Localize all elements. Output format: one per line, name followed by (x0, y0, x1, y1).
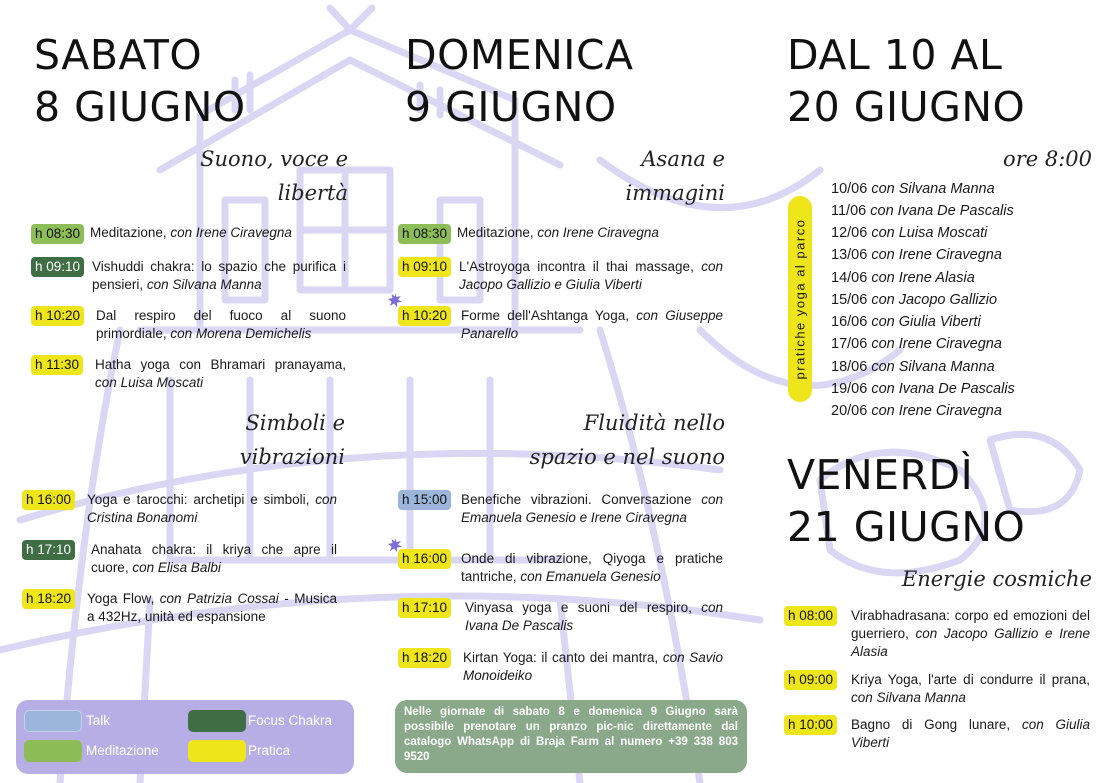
legend-label-focus-chakra: Focus Chakra (248, 713, 333, 728)
event-row: h 10:00 Bagno di Gong lunare, con Giulia Viberti (784, 715, 1090, 752)
sunday-subtitle-1: Asana e immagini (625, 147, 725, 205)
legend-panel (16, 700, 354, 774)
time-badge: h 08:30 (31, 224, 84, 244)
saturday-title (34, 29, 246, 133)
event-row: h 08:00 Virabhadrasana: corpo ed emozioni del guerriero, con Jacopo Gallizio e Irene Alasia (784, 606, 1090, 661)
event-row: h 17:10 Anahata chakra: il kriya che apre il cuore, con Elisa Balbi (22, 540, 337, 577)
time-badge: h 09:10 (398, 257, 451, 277)
time-badge: h 15:00 (398, 490, 451, 510)
lunch-note: Nelle giornate di sabato 8 e domenica 9 Giugno sarà possibile prenotare un pranzo pic-nic direttamente dal catalogo WhatsApp di Braja Farm al numero +39 338 803 9520 (395, 700, 747, 773)
list-item: 15/06 con Jacopo Gallizio (831, 292, 998, 308)
list-item: 18/06 con Silvana Manna (831, 359, 995, 375)
sunday-subtitle-2: Fluidità nello spazio e nel suono (529, 411, 725, 469)
friday-title (787, 449, 1025, 553)
legend-swatch-meditazione (24, 740, 82, 762)
list-item: 19/06 con Ivana De Pascalis (831, 381, 1015, 397)
list-item: 11/06 con Ivana De Pascalis (831, 203, 1014, 219)
legend-label-pratica: Pratica (248, 743, 291, 758)
list-item: 12/06 con Luisa Moscati (831, 225, 988, 241)
list-item: 14/06 con Irene Alasia (831, 270, 975, 286)
time-badge: h 16:00 (398, 549, 451, 569)
time-badge: h 10:20 (398, 306, 451, 326)
time-badge: h 11:30 (31, 355, 83, 375)
time-badge: h 09:00 (784, 670, 837, 690)
event-row: h 09:10 Vishuddi chakra: lo spazio che purifica i pensieri, con Silvana Manna (31, 257, 346, 294)
time-badge: h 18:20 (22, 589, 75, 609)
event-row: h 09:10 L'Astroyoga incontra il thai massage, con Jacopo Gallizio e Giulia Viberti (398, 257, 723, 294)
vertical-label: pratiche yoga al parco (792, 218, 808, 380)
event-row: h 16:00 Onde di vibrazione, Qiyoga e pratiche tantriche, con Emanuela Genesio (398, 549, 723, 586)
event-row: h 18:20 Kirtan Yoga: il canto dei mantra, con Savio Monoideiko (398, 648, 723, 685)
friday-subtitle: Energie cosmiche (901, 567, 1092, 591)
sunday-title (405, 29, 634, 133)
legend-label-talk: Talk (86, 713, 111, 728)
time-badge: h 08:30 (398, 224, 451, 244)
event-row: h 08:30 Meditazione, con Irene Ciravegna (31, 224, 346, 244)
time-badge: h 10:20 (31, 306, 84, 326)
time-badge: h 16:00 (22, 490, 75, 510)
legend-swatch-talk (24, 710, 82, 732)
sunday-title-line2: 9 GIUGNO (405, 83, 617, 131)
list-item: 20/06 con Irene Ciravegna (831, 403, 1002, 419)
event-row: h 10:20 Dal respiro del fuoco al suono primordiale, con Morena Demichelis (31, 306, 346, 343)
event-row: h 11:30 Hatha yoga con Bhramari pranayama, con Luisa Moscati (31, 355, 346, 392)
event-row: h 16:00 Yoga e tarocchi: archetipi e simboli, con Cristina Bonanomi (22, 490, 337, 527)
saturday-subtitle-2: Simboli e vibrazioni (239, 411, 345, 469)
list-item: 16/06 con Giulia Viberti (831, 314, 981, 330)
period-title-line1: DAL 10 AL (787, 31, 1003, 79)
time-badge: h 17:10 (398, 598, 451, 618)
saturday-title-line1: SABATO (34, 31, 203, 79)
event-row: h 10:20 Forme dell'Ashtanga Yoga, con Giuseppe Panarello (398, 306, 723, 343)
list-item: 10/06 con Silvana Manna (831, 181, 995, 197)
period-title-line2: 20 GIUGNO (787, 83, 1026, 131)
event-row: h 18:20 Yoga Flow, con Patrizia Cossai - Musica a 432Hz, unità ed espansione (22, 589, 337, 626)
legend-label-meditazione: Meditazione (86, 743, 159, 758)
period-time: ore 8:00 (1003, 147, 1092, 171)
legend-swatch-focus-chakra (188, 710, 246, 732)
star-burst-icon (388, 293, 402, 307)
friday-title-line2: 21 GIUGNO (787, 503, 1026, 551)
time-badge: h 08:00 (784, 606, 837, 626)
saturday-subtitle-1: Suono, voce e libertà (200, 147, 348, 205)
friday-title-line1: VENERDÌ (787, 451, 974, 499)
event-row: h 17:10 Vinyasa yoga e suoni del respiro, con Ivana De Pascalis (398, 598, 723, 635)
event-row: h 08:30 Meditazione, con Irene Ciravegna (398, 224, 723, 244)
period-title (787, 29, 1025, 133)
event-row: h 09:00 Kriya Yoga, l'arte di condurre il prana, con Silvana Manna (784, 670, 1090, 707)
list-item: 17/06 con Irene Ciravegna (831, 336, 1002, 352)
event-row: h 15:00 Benefiche vibrazioni. Conversazione con Emanuela Genesio e Irene Ciravegna (398, 490, 723, 527)
time-badge: h 17:10 (22, 540, 75, 560)
time-badge: h 09:10 (31, 257, 84, 277)
list-item: 13/06 con Irene Ciravegna (831, 247, 1002, 263)
saturday-title-line2: 8 GIUGNO (34, 83, 246, 131)
sunday-title-line1: DOMENICA (405, 31, 634, 79)
time-badge: h 18:20 (398, 648, 451, 668)
legend-swatch-pratica (188, 740, 246, 762)
time-badge: h 10:00 (784, 715, 837, 735)
